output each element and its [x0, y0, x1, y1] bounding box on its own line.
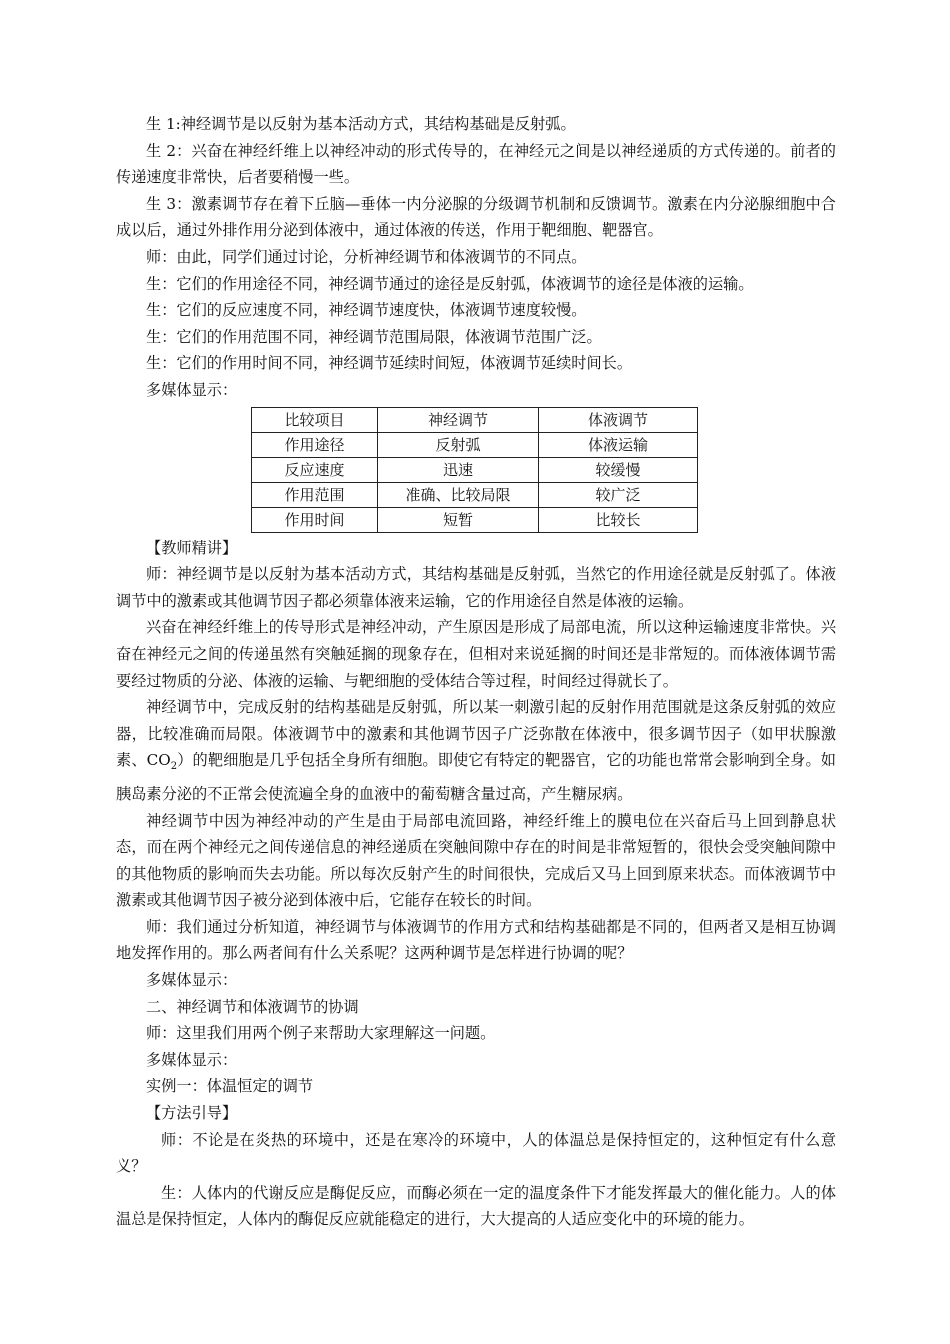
paragraph: 师：这里我们用两个例子来帮助大家理解这一问题。 — [146, 1024, 496, 1043]
paragraph: 实例一：体温恒定的调节 — [146, 1077, 314, 1096]
paragraph: 生：它们的作用途径不同，神经调节通过的途径是反射弧，体液调节的途径是体液的运输。 — [146, 274, 754, 293]
paragraph: 多媒体显示： — [146, 380, 238, 399]
section-heading: 二、神经调节和体液调节的协调 — [146, 997, 359, 1016]
table-row — [252, 432, 698, 457]
paragraph: 师：不论是在炎热的环境中，还是在寒冷的环境中，人的体温总是保持恒定的，这种恒定有什么意义？ — [116, 1130, 836, 1176]
paragraph — [116, 694, 836, 807]
table-cell: 迅速 — [378, 457, 539, 482]
paragraph: 生：它们的反应速度不同，神经调节速度快，体液调节速度较慢。 — [146, 301, 587, 320]
table-cell: 反射弧 — [378, 432, 539, 457]
paragraph: 生 2：兴奋在神经纤维上以神经冲动的形式传导的，在神经元之间是以神经递质的方式传递的。前者的传递速度非常快，后者要稍慢一些。 — [116, 141, 836, 187]
table-cell: 作用时间 — [252, 507, 378, 532]
paragraph: 生 3：激素调节存在着下丘脑—垂体一内分泌腺的分级调节机制和反馈调节。激素在内分泌腺细胞中合成以后，通过外排作用分泌到体液中，通过体液的传送，作用于靶细胞、靶器官。 — [116, 194, 836, 240]
paragraph: 师：神经调节是以反射为基本活动方式，其结构基础是反射弧，当然它的作用途径就是反射弧了。体液调节中的激素或其他调节因子都必须靠体液来运输，它的作用途径自然是体液的运输。 — [116, 565, 836, 610]
paragraph: 神经调节中因为神经冲动的产生是由于局部电流回路，神经纤维上的膜电位在兴奋后马上回到静息状态，而在两个神经元之间传递信息的神经递质在突触间隙中存在的时间是非常短暂的，很快会受突触间隙中的其他物质的影响而失去功能。所以每次反射产生的时间很快，完成后又马上回到原来状态。而体液调节中激素或其他调节因子被分泌到体液中后，它能存在较长的时间。 — [116, 811, 836, 910]
comparison-table — [251, 407, 698, 533]
table-header-cell: 体液调节 — [539, 407, 698, 432]
table-row — [252, 482, 698, 507]
paragraph: 多媒体显示： — [146, 971, 238, 990]
table-cell: 反应速度 — [252, 457, 378, 482]
text-run: ）的靶细胞是几乎包括全身所有细胞。即使它有特定的靶器官，它的功能也常常会影响到全身。如胰岛素分泌的不正常会使流遍全身的血液中的葡萄糖含量过高，产生糖尿病。 — [116, 751, 836, 803]
paragraph: 生：它们的作用时间不同，神经调节延续时间短，体液调节延续时间长。 — [146, 354, 632, 373]
document-page — [116, 111, 836, 1233]
table-cell: 比较长 — [539, 507, 698, 532]
table-cell: 较广泛 — [539, 482, 698, 507]
table-header-row — [252, 407, 698, 432]
paragraph: 生：它们的作用范围不同，神经调节范围局限，体液调节范围广泛。 — [146, 327, 602, 346]
paragraph: 师：由此，同学们通过讨论，分析神经调节和体液调节的不同点。 — [146, 247, 587, 266]
table-row — [252, 507, 698, 532]
paragraph: 师：我们通过分析知道，神经调节与体液调节的作用方式和结构基础都是不同的，但两者又是相互协调地发挥作用的。那么两者间有什么关系呢？这两种调节是怎样进行协调的呢？ — [116, 917, 836, 963]
table-cell: 短暂 — [378, 507, 539, 532]
table-cell: 作用范围 — [252, 482, 378, 507]
subscript: 2 — [170, 761, 178, 773]
section-heading-method: 【方法引导】 — [146, 1104, 238, 1123]
paragraph: 生：人体内的代谢反应是酶促反应，而酶必须在一定的温度条件下才能发挥最大的催化能力。人的体温总是保持恒定，人体内的酶促反应就能稳定的进行，大大提高的人适应变化中的环境的能力。 — [116, 1183, 836, 1229]
table-header-cell: 神经调节 — [378, 407, 539, 432]
table-header-cell: 比较项目 — [252, 407, 378, 432]
table-row — [252, 457, 698, 482]
section-heading-teacher: 【教师精讲】 — [146, 538, 238, 557]
table-cell: 准确、比较局限 — [378, 482, 539, 507]
paragraph: 兴奋在神经纤维上的传导形式是神经冲动，产生原因是形成了局部电流，所以这种运输速度非常快。兴奋在神经元之间的传递虽然有突触延搁的现象存在，但相对来说延搁的时间还是非常短的。而体液体调节需要经过物质的分泌、体液的运输、与靶细胞的受体结合等过程，时间经过得就长了。 — [116, 618, 836, 690]
table-cell: 作用途径 — [252, 432, 378, 457]
paragraph: 多媒体显示： — [146, 1050, 238, 1069]
table-cell: 较缓慢 — [539, 457, 698, 482]
text-run: 神经调节中，完成反射的结构基础是反射弧，所以某一刺激引起的反射作用范围就是这条反射弧的效应器，比较准确而局限。体液调节中的激素和其他调节因子广泛弥散在体液中，很多调节因子（如甲状腺激素、CO — [116, 698, 836, 770]
paragraph: 生 1:神经调节是以反射为基本活动方式，其结构基础是反射弧。 — [146, 115, 576, 133]
table-cell: 体液运输 — [539, 432, 698, 457]
